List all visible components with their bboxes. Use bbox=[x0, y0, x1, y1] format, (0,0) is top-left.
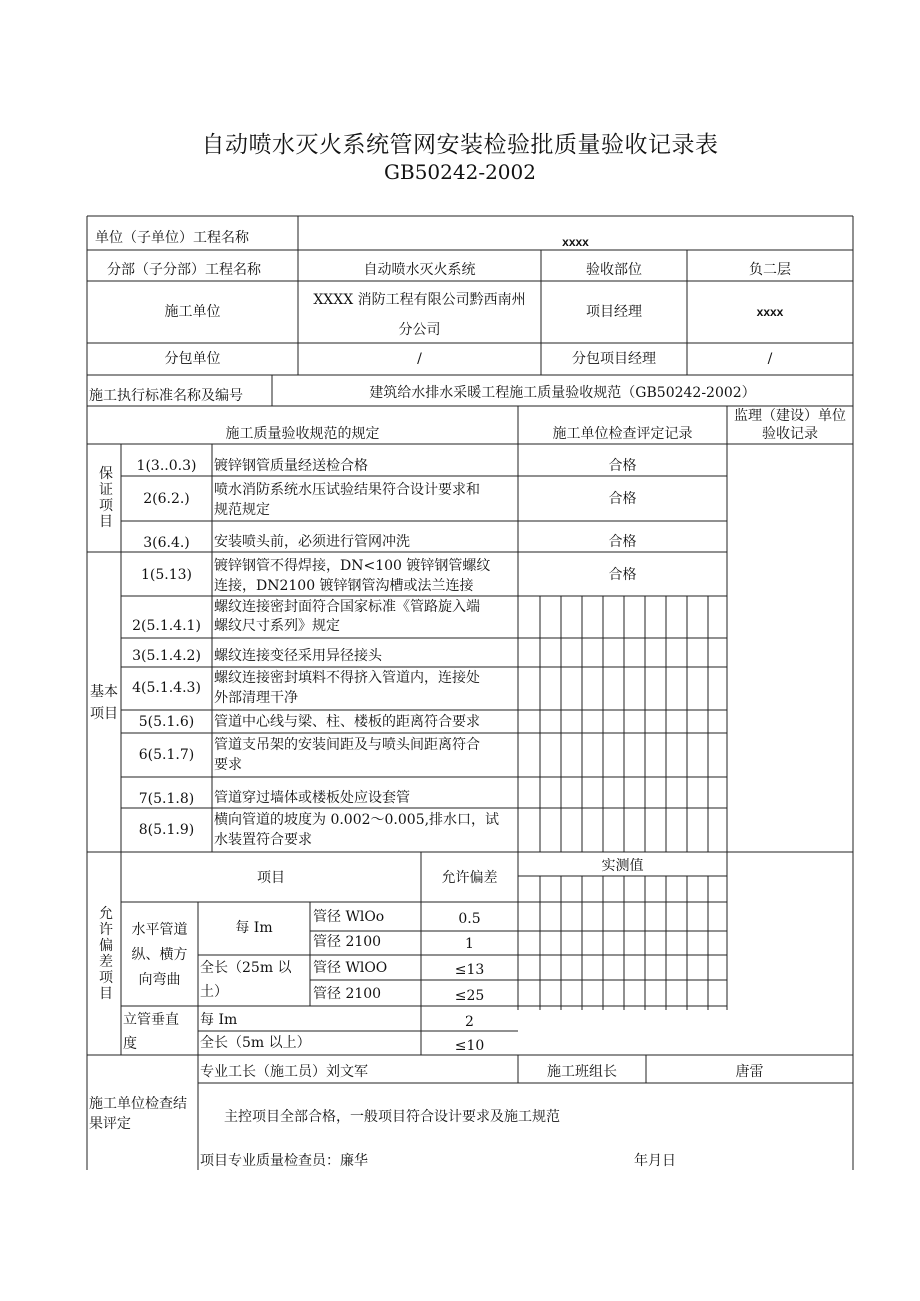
main-item-code: 3(6.4.) bbox=[143, 535, 190, 551]
pm-label: 项目经理 bbox=[586, 304, 642, 320]
main-item-text: 镀锌钢管质量经送检合格 bbox=[214, 458, 368, 474]
basic-item-code: 8(5.1.9) bbox=[138, 822, 195, 838]
basic-item-code: 6(5.1.7) bbox=[138, 747, 195, 763]
diameter-label: 管径 2100 bbox=[313, 934, 382, 950]
vertical-per-meter-tolerance: 2 bbox=[465, 1014, 474, 1030]
supervisor-column-header-line1: 监理（建设）单位 bbox=[734, 408, 846, 424]
tolerance-value: ≤13 bbox=[454, 962, 485, 978]
basic-item-text: 管道穿过墙体或楼板处应设套管 bbox=[214, 790, 410, 806]
subcontractor-label: 分包单位 bbox=[164, 351, 221, 367]
basic-item-text-line2: 水装置符合要求 bbox=[214, 832, 312, 848]
basic-item-code: 7(5.1.8) bbox=[138, 791, 195, 807]
main-item-result: 合格 bbox=[608, 458, 637, 474]
tolerance-value: 0.5 bbox=[458, 911, 481, 927]
horizontal-label-line1: 水平管道 bbox=[131, 922, 188, 938]
standard-label: 施工执行标准名称及编号 bbox=[89, 388, 243, 404]
basic-item-code: 4(5.1.4.3) bbox=[132, 680, 201, 696]
contractor-value-line2: 分公司 bbox=[398, 322, 441, 338]
basic-items-group-label-line2: 项目 bbox=[90, 706, 118, 722]
deviation-group-label: 允许偏差项目 bbox=[99, 906, 113, 1002]
deviation-measured-header: 实测值 bbox=[601, 858, 644, 874]
main-item-text: 安装喷头前，必须进行管网冲洗 bbox=[214, 534, 410, 550]
basic-items-group-label-line1: 基本 bbox=[90, 684, 118, 700]
main-item-result: 合格 bbox=[608, 534, 637, 550]
conclusion-text: 主控项目全部合格，一般项目符合设计要求及施工规范 bbox=[224, 1109, 560, 1125]
team-leader-label: 施工班组长 bbox=[547, 1064, 617, 1080]
full-length-label-line1: 全长（25m 以 bbox=[200, 960, 292, 976]
date-text: 年月日 bbox=[634, 1153, 676, 1169]
page-title: 自动喷水灭火系统管网安装检验批质量验收记录表 bbox=[201, 132, 719, 158]
sub-project-value: 自动喷水灭火系统 bbox=[363, 262, 476, 278]
unit-project-value: xxxx bbox=[562, 235, 589, 249]
diameter-label: 管径 WlOo bbox=[313, 909, 385, 925]
basic-item-code: 5(5.1.6) bbox=[138, 714, 195, 730]
basic-item-text-line2: 螺纹尺寸系列》规定 bbox=[214, 618, 340, 634]
result-label-line1: 施工单位检查结 bbox=[89, 1096, 187, 1112]
subcontractor-value: / bbox=[417, 351, 422, 367]
basic-item-text-line2: 连接，DN2100 镀锌钢管沟槽或法兰连接 bbox=[214, 578, 474, 594]
main-item-text: 喷水消防系统水压试验结果符合设计要求和 bbox=[214, 482, 480, 498]
sub-project-label: 分部（子分部）工程名称 bbox=[107, 262, 261, 278]
contractor-value-line1: XXXX 消防工程有限公司黔西南州 bbox=[313, 292, 526, 308]
basic-item-text-line2: 要求 bbox=[214, 757, 242, 773]
horizontal-label-line2: 纵、横方 bbox=[131, 947, 188, 963]
basic-item-text: 螺纹连接密封填料不得挤入管道内，连接处 bbox=[214, 670, 480, 686]
result-label-line2: 果评定 bbox=[89, 1116, 131, 1132]
pm-value: xxxx bbox=[756, 305, 784, 319]
main-items-group-label: 保证项目 bbox=[99, 466, 113, 530]
basic-item-text: 管道支吊架的安装间距及与喷头间距离符合 bbox=[214, 737, 480, 753]
supervisor-column-header-line2: 验收记录 bbox=[762, 426, 818, 442]
basic-item-text: 管道中心线与梁、柱、楼板的距离符合要求 bbox=[214, 714, 480, 730]
basic-item-text-line2: 外部清理干净 bbox=[214, 690, 298, 706]
deviation-tolerance-header: 允许偏差 bbox=[441, 870, 498, 886]
basic-item-result: 合格 bbox=[608, 567, 637, 583]
main-item-text-line2: 规范规定 bbox=[214, 502, 270, 518]
vertical-per-meter-label: 每 Im bbox=[200, 1012, 238, 1028]
basic-item-code: 3(5.1.4.2) bbox=[132, 648, 201, 664]
team-leader-value: 唐雷 bbox=[735, 1064, 764, 1080]
unit-project-label: 单位（子单位）工程名称 bbox=[95, 230, 249, 246]
tolerance-value: 1 bbox=[465, 936, 474, 952]
vertical-label-line2: 度 bbox=[123, 1036, 137, 1052]
accept-part-label: 验收部位 bbox=[586, 262, 642, 278]
accept-part-value: 负二层 bbox=[749, 262, 791, 278]
main-item-code: 1(3..0.3) bbox=[136, 458, 197, 474]
deviation-item-header: 项目 bbox=[257, 870, 285, 886]
sub-pm-label: 分包项目经理 bbox=[572, 351, 656, 367]
diameter-label: 管径 2100 bbox=[313, 986, 382, 1002]
basic-item-text: 螺纹连接变径采用异径接头 bbox=[214, 648, 382, 664]
basic-item-code: 2(5.1.4.1) bbox=[132, 618, 201, 634]
foreman-text: 专业工长（施工员）刘文军 bbox=[200, 1064, 368, 1080]
vertical-label-line1: 立管垂直 bbox=[123, 1012, 179, 1028]
standard-value: 建筑给水排水采暖工程施工质量验收规范（GB50242-2002） bbox=[369, 385, 756, 401]
basic-item-text: 螺纹连接密封面符合国家标准《管路旋入端 bbox=[214, 599, 480, 615]
vertical-full-tolerance: ≤10 bbox=[454, 1038, 485, 1054]
vertical-full-label: 全长（5m 以上） bbox=[200, 1035, 311, 1051]
check-column-header: 施工单位检查评定记录 bbox=[552, 426, 693, 442]
contractor-label: 施工单位 bbox=[164, 304, 221, 320]
basic-item-text: 镀锌钢管不得焊接，DN<100 镀锌钢管螺纹 bbox=[214, 558, 491, 574]
basic-item-text: 横向管道的坡度为 0.002～0.005,排水口，试 bbox=[214, 812, 500, 828]
standard-code: GB50242-2002 bbox=[384, 160, 536, 184]
spec-column-header: 施工质量验收规范的规定 bbox=[225, 426, 380, 442]
main-item-result: 合格 bbox=[608, 491, 637, 507]
sub-pm-value: / bbox=[767, 351, 773, 367]
horizontal-label-line3: 向弯曲 bbox=[138, 972, 181, 988]
tolerance-value: ≤25 bbox=[454, 988, 485, 1004]
per-meter-label: 每 Im bbox=[235, 920, 273, 936]
full-length-label-line2: 土） bbox=[200, 984, 228, 1000]
basic-item-code: 1(5.13) bbox=[140, 567, 192, 583]
diameter-label: 管径 WlOO bbox=[313, 960, 388, 976]
inspector-text: 项目专业质量检查员：廉华 bbox=[200, 1153, 368, 1169]
main-item-code: 2(6.2.) bbox=[143, 491, 190, 507]
